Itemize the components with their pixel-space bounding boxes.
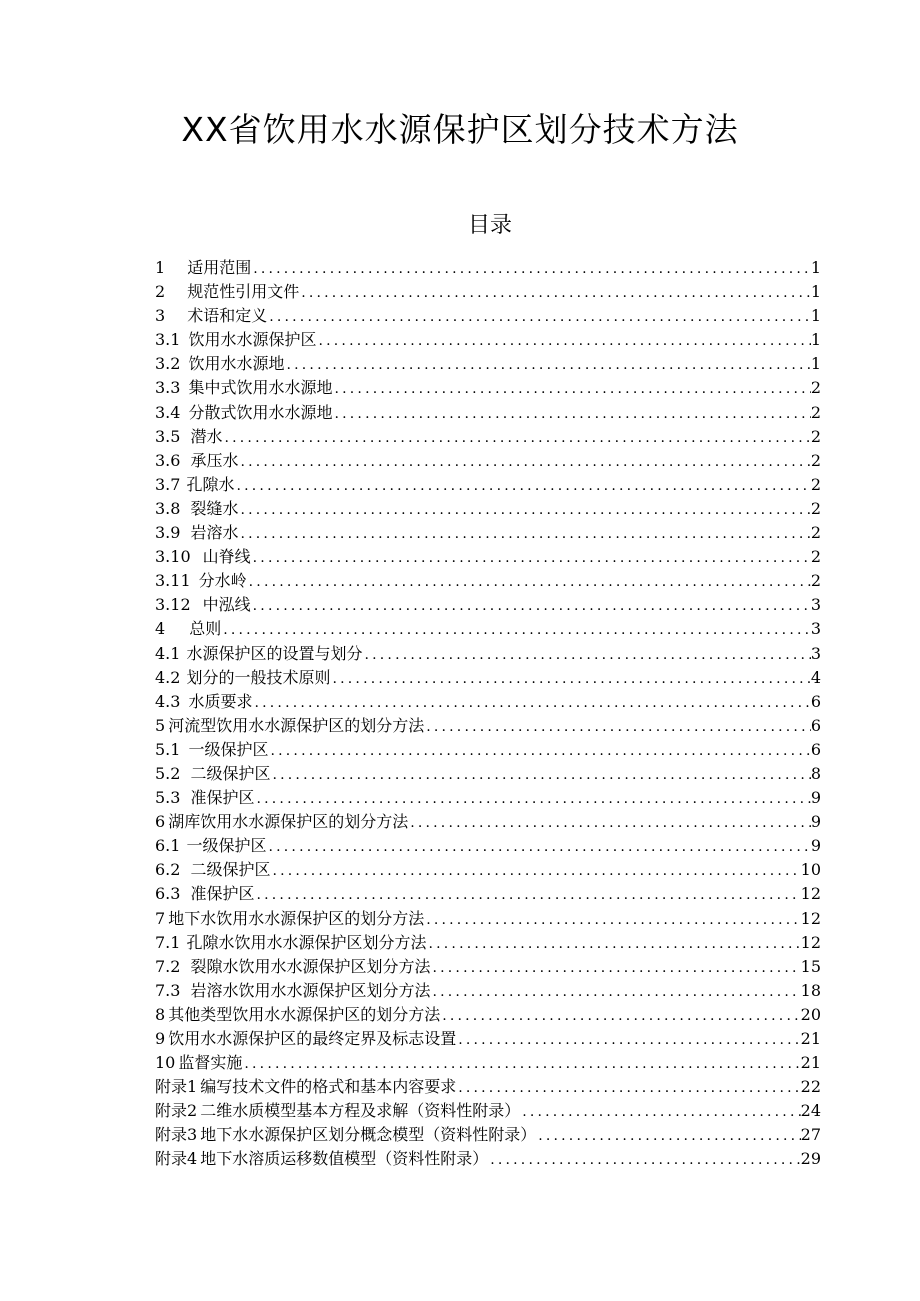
toc-entry[interactable] (155, 545, 821, 569)
toc-entry-title: 二级保护区 (190, 763, 271, 783)
toc-entry-number: 4.2 (155, 667, 181, 687)
toc-entry[interactable] (155, 642, 821, 666)
toc-entry-number: 6.1 (155, 836, 181, 856)
toc-dot-leader (316, 329, 810, 353)
toc-entry-page-number: 21 (800, 1053, 821, 1073)
toc-entry[interactable] (155, 1075, 821, 1099)
toc-entry-page-number: 8 (810, 763, 821, 783)
toc-entry[interactable] (155, 979, 821, 1003)
toc-entry-number: 附录3 (155, 1125, 198, 1145)
toc-entry-page-number: 1 (810, 282, 821, 302)
toc-entry-title: 分水岭 (198, 571, 247, 591)
toc-dot-leader (332, 377, 810, 401)
toc-entry-page-number: 9 (810, 836, 821, 856)
toc-entry-number: 4.1 (155, 643, 181, 663)
toc-entry-title: 集中式饮用水水源地 (188, 378, 333, 398)
toc-dot-leader (440, 1004, 800, 1028)
toc-entry-number: 5.1 (155, 739, 181, 759)
toc-entry-page-number: 2 (810, 571, 821, 591)
toc-entry-number: 5.3 (155, 788, 181, 808)
toc-entry-page-number: 3 (810, 595, 821, 615)
toc-entry[interactable] (155, 931, 821, 955)
toc-entry-number: 4 (155, 619, 166, 639)
toc-dot-leader (238, 498, 810, 522)
toc-entry-number: 7.1 (155, 932, 181, 952)
toc-entry[interactable] (155, 256, 821, 280)
toc-entry-title: 一级保护区 (188, 739, 269, 759)
toc-entry-page-number: 12 (800, 908, 821, 928)
toc-entry-title: 地下水水源保护区划分概念模型（资料性附录） (200, 1125, 537, 1145)
toc-entry-page-number: 22 (800, 1077, 821, 1097)
toc-entry-page-number: 18 (800, 980, 821, 1000)
toc-dot-leader (252, 691, 810, 715)
toc-entry-number: 7.3 (155, 980, 181, 1000)
toc-dot-leader (267, 305, 811, 329)
document-title: XX省饮用水水源保护区划分技术方法 (181, 110, 739, 149)
toc-dot-leader (456, 1028, 800, 1052)
toc-entry-number: 8 (155, 1004, 166, 1024)
toc-dot-leader (238, 522, 810, 546)
toc-dot-leader (430, 980, 800, 1004)
toc-entry-page-number: 3 (810, 619, 821, 639)
toc-entry[interactable] (155, 328, 821, 352)
toc-entry-number: 3.2 (155, 354, 181, 374)
toc-entry-number: 5.2 (155, 763, 181, 783)
toc-entry-page-number: 6 (810, 739, 821, 759)
toc-entry[interactable] (155, 738, 821, 762)
toc-entry[interactable] (155, 473, 821, 497)
toc-dot-leader (270, 763, 810, 787)
toc-entry-title: 饮用水水源保护区的最终定界及标志设置 (168, 1029, 457, 1048)
toc-entry-title: 裂隙水饮用水水源保护区划分方法 (190, 956, 431, 976)
toc-entry-title: 其他类型饮用水水源保护区的划分方法 (168, 1004, 441, 1024)
toc-entry-page-number: 29 (800, 1149, 821, 1169)
toc-entry[interactable] (155, 376, 821, 400)
toc-dot-leader (266, 835, 810, 859)
toc-dot-leader (251, 257, 811, 281)
toc-entry-number: 3.10 (155, 547, 191, 567)
toc-entry[interactable] (155, 593, 821, 617)
toc-entry-number: 3.1 (155, 330, 181, 350)
toc-entry-page-number: 1 (810, 306, 821, 326)
toc-entry-number: 3.11 (155, 571, 191, 591)
toc-entry-page-number: 21 (800, 1029, 821, 1048)
toc-entry-title: 湖库饮用水水源保护区的划分方法 (168, 812, 409, 832)
toc-dot-leader (254, 883, 800, 907)
toc-entry-title: 孔隙水 (186, 474, 235, 494)
toc-entry[interactable] (155, 907, 821, 931)
toc-entry-title: 山脊线 (202, 547, 251, 567)
toc-entry-number: 1 (155, 258, 166, 277)
toc-entry-page-number: 10 (800, 860, 821, 880)
table-of-contents (155, 256, 821, 1172)
toc-entry-title: 划分的一般技术原则 (186, 667, 331, 687)
toc-entry-title: 适用范围 (187, 258, 252, 277)
toc-entry-title: 水源保护区的设置与划分 (186, 643, 363, 663)
toc-dot-leader (238, 450, 810, 474)
toc-entry-page-number: 2 (810, 547, 821, 567)
toc-dot-leader (536, 1124, 800, 1148)
toc-entry-page-number: 15 (800, 956, 821, 976)
toc-dot-leader (242, 1052, 800, 1076)
toc-entry-page-number: 2 (810, 378, 821, 398)
toc-dot-leader (330, 667, 810, 691)
toc-entry-page-number: 24 (800, 1101, 821, 1121)
toc-entry-title: 岩溶水 (190, 523, 239, 543)
toc-dot-leader (254, 787, 810, 811)
toc-entry-title: 地下水溶质运移数值模型（资料性附录） (200, 1149, 489, 1169)
toc-entry-page-number: 9 (810, 788, 821, 808)
toc-entry-number: 5 (155, 715, 166, 735)
toc-dot-leader (332, 402, 810, 426)
toc-dot-leader (221, 618, 811, 642)
toc-entry[interactable] (155, 666, 821, 690)
toc-entry-page-number: 2 (810, 450, 821, 470)
toc-entry[interactable] (155, 1099, 821, 1123)
toc-entry[interactable] (155, 401, 821, 425)
toc-entry[interactable] (155, 834, 821, 858)
toc-entry-number: 3.3 (155, 378, 181, 398)
toc-entry-title: 编写技术文件的格式和基本内容要求 (200, 1077, 457, 1097)
toc-entry-page-number: 9 (810, 812, 821, 832)
toc-entry-title: 规范性引用文件 (187, 282, 300, 302)
toc-dot-leader (424, 908, 800, 932)
toc-dot-leader (268, 739, 810, 763)
toc-entry[interactable] (155, 858, 821, 882)
toc-entry-title: 二维水质模型基本方程及求解（资料性附录） (200, 1101, 521, 1121)
toc-entry-number: 6 (155, 812, 166, 832)
toc-entry[interactable] (155, 955, 821, 979)
toc-entry[interactable] (155, 1027, 821, 1051)
toc-entry[interactable] (155, 497, 821, 521)
toc-entry-number: 3.12 (155, 595, 191, 615)
toc-entry[interactable] (155, 521, 821, 545)
toc-entry-page-number: 2 (810, 523, 821, 543)
toc-entry[interactable] (155, 304, 821, 328)
toc-entry-title: 饮用水水源保护区 (188, 330, 317, 350)
toc-entry-page-number: 2 (810, 498, 821, 518)
toc-entry-number: 10 (155, 1053, 176, 1073)
toc-dot-leader (430, 956, 800, 980)
toc-entry-page-number: 12 (800, 884, 821, 904)
toc-entry[interactable] (155, 617, 821, 641)
toc-dot-leader (426, 932, 800, 956)
toc-entry-number: 3 (155, 306, 166, 326)
toc-entry-title: 分散式饮用水水源地 (188, 402, 333, 422)
toc-dot-leader (408, 811, 811, 835)
toc-entry-title: 潜水 (190, 426, 223, 446)
toc-entry-page-number: 2 (810, 402, 821, 422)
toc-entry-page-number: 1 (810, 354, 821, 374)
toc-dot-leader (488, 1148, 800, 1172)
toc-dot-leader (270, 859, 800, 883)
toc-dot-leader (251, 594, 811, 618)
toc-entry-number: 3.7 (155, 474, 181, 494)
toc-entry-page-number: 6 (810, 715, 821, 735)
toc-entry[interactable] (155, 882, 821, 906)
toc-entry-title: 监督实施 (178, 1053, 243, 1073)
toc-entry-number: 3.5 (155, 426, 181, 446)
toc-entry[interactable] (155, 1051, 821, 1075)
toc-dot-leader (520, 1100, 800, 1124)
toc-dot-leader (299, 281, 811, 305)
toc-dot-leader (362, 643, 810, 667)
toc-dot-leader (247, 570, 811, 594)
toc-entry-page-number: 4 (810, 667, 821, 687)
toc-entry-page-number: 1 (810, 330, 821, 350)
toc-entry-title: 二级保护区 (190, 860, 271, 880)
toc-entry-page-number: 1 (810, 258, 821, 277)
toc-entry-number: 7 (155, 908, 166, 928)
toc-entry-page-number: 27 (800, 1125, 821, 1145)
toc-entry-page-number: 2 (810, 426, 821, 446)
toc-entry[interactable] (155, 569, 821, 593)
toc-entry-title: 准保护区 (190, 884, 255, 904)
toc-entry-number: 3.6 (155, 450, 181, 470)
toc-entry-title: 地下水饮用水水源保护区的划分方法 (168, 908, 425, 928)
toc-entry[interactable] (155, 1147, 821, 1171)
toc-entry[interactable] (155, 1123, 821, 1147)
toc-entry-title: 水质要求 (188, 691, 253, 711)
toc-entry[interactable] (155, 810, 821, 834)
toc-dot-leader (251, 546, 811, 570)
toc-entry-title: 总则 (189, 619, 222, 639)
toc-entry[interactable] (155, 1003, 821, 1027)
toc-entry-number: 3.4 (155, 402, 181, 422)
toc-entry-page-number: 3 (810, 643, 821, 663)
toc-entry-number: 9 (155, 1029, 166, 1048)
toc-entry-number: 2 (155, 282, 166, 302)
toc-entry-title: 中泓线 (202, 595, 251, 615)
toc-entry[interactable] (155, 352, 821, 376)
toc-entry-page-number: 20 (800, 1004, 821, 1024)
toc-entry-title: 岩溶水饮用水水源保护区划分方法 (190, 980, 431, 1000)
toc-entry-number: 4.3 (155, 691, 181, 711)
toc-entry[interactable] (155, 690, 821, 714)
toc-entry-number: 7.2 (155, 956, 181, 976)
toc-entry-number: 3.8 (155, 498, 181, 518)
toc-entry-number: 6.2 (155, 860, 181, 880)
toc-entry-title: 术语和定义 (187, 306, 268, 326)
toc-entry[interactable] (155, 425, 821, 449)
toc-entry-number: 附录4 (155, 1149, 198, 1169)
toc-entry[interactable] (155, 762, 821, 786)
toc-entry-title: 承压水 (190, 450, 239, 470)
toc-dot-leader (424, 715, 811, 739)
toc-heading: 目录 (467, 213, 512, 238)
toc-entry-title: 准保护区 (190, 788, 255, 808)
toc-entry[interactable] (155, 714, 821, 738)
toc-entry-number: 6.3 (155, 884, 181, 904)
toc-entry-page-number: 6 (810, 691, 821, 711)
toc-dot-leader (222, 426, 810, 450)
toc-dot-leader (234, 474, 810, 498)
toc-entry-title: 饮用水水源地 (188, 354, 285, 374)
toc-entry-page-number: 2 (810, 474, 821, 494)
toc-entry-number: 附录1 (155, 1077, 198, 1097)
toc-entry-number: 3.9 (155, 523, 181, 543)
toc-entry[interactable] (155, 280, 821, 304)
toc-entry-number: 附录2 (155, 1101, 198, 1121)
toc-entry-title: 裂缝水 (190, 498, 239, 518)
toc-entry[interactable] (155, 786, 821, 810)
toc-entry-title: 一级保护区 (186, 836, 267, 856)
toc-entry-title: 孔隙水饮用水水源保护区划分方法 (186, 932, 427, 952)
toc-entry[interactable] (155, 449, 821, 473)
toc-entry-page-number: 12 (800, 932, 821, 952)
toc-dot-leader (456, 1076, 800, 1100)
toc-dot-leader (284, 353, 810, 377)
toc-entry-title: 河流型饮用水水源保护区的划分方法 (168, 715, 425, 735)
